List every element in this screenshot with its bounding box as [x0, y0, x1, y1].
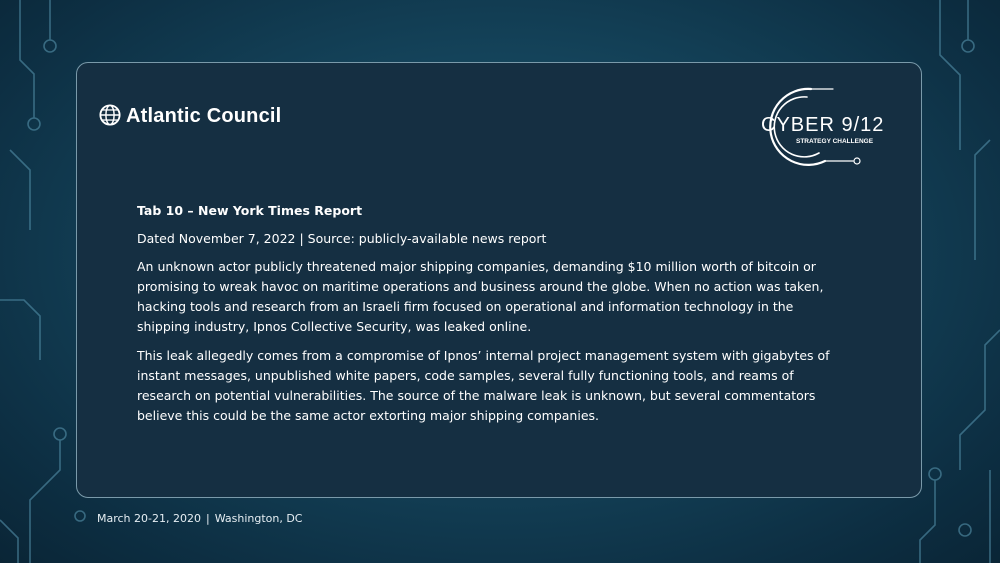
org-name: Atlantic Council [126, 105, 282, 127]
footer-location: Washington, DC [214, 512, 303, 525]
cyber-logo-subtitle: STRATEGY CHALLENGE [796, 138, 874, 145]
cyber-912-logo [741, 81, 911, 171]
footer [97, 512, 303, 525]
footer-date: March 20-21, 2020 [97, 512, 201, 525]
report-dated-source: Dated November 7, 2022 | Source: publicly-available news report [137, 231, 547, 246]
report-title: Tab 10 – New York Times Report [137, 203, 363, 218]
atlantic-council-logo [99, 101, 281, 128]
footer-separator: | [205, 512, 210, 525]
report-card [76, 62, 922, 498]
report-paragraph-2: This leak allegedly comes from a compromise of Ipnos’ internal project management system with gigabytes of instant messages, unpublished white papers, code samples, several fully functioning tools, and reams of research on potential vulnerabilities. The source of the malware leak is unknown, but several commentators believe this could be the same actor extorting major shipping companies. [137, 348, 830, 423]
report-paragraph-1: An unknown actor publicly threatened major shipping companies, demanding $10 million worth of bitcoin or promising to wreak havoc on maritime operations and business around the globe. When no action was taken, hacking tools and research from an Israeli firm focused on operational and information technology in the shipping industry, Ipnos Collective Security, was leaked online. [137, 259, 824, 334]
report-content [137, 203, 837, 435]
cyber-logo-title: CYBER 9/12 [761, 114, 885, 136]
globe-icon [99, 104, 121, 126]
